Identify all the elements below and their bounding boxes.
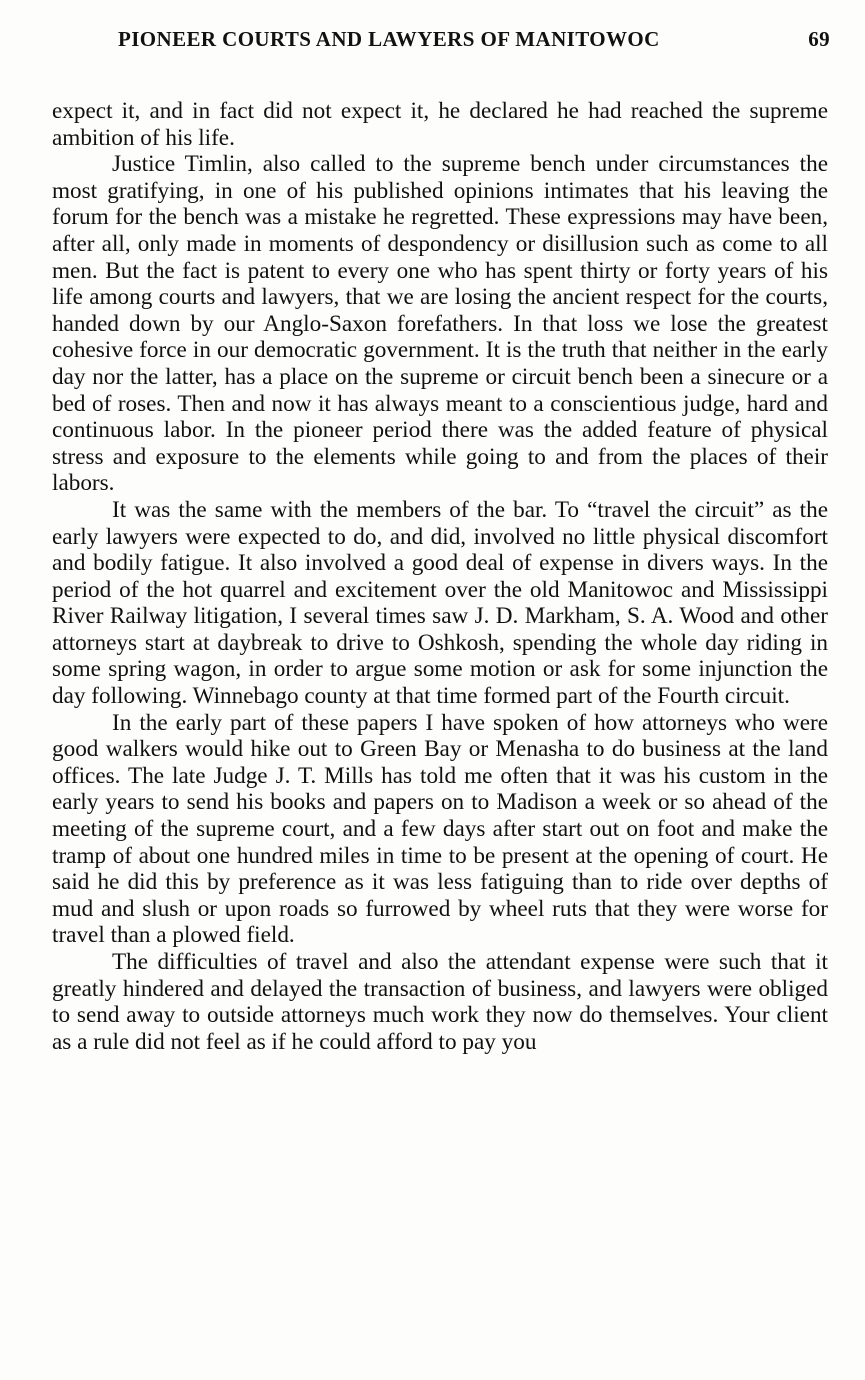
paragraph-good-walkers: In the early part of these papers I have spoken of how attorneys who were good walkers would hike out to Green Bay or Menasha to do business at the land offices. The late Judge J. T. Mills has told me often that it was his custom in the early years to send his books and papers on to Madison a week or so ahead of the meeting of the supreme court, and a few days after start out on foot and make the tramp of about one hundred miles in time to be present at the opening of court. He said he did this by preference as it was less fatiguing than to ride over depths of mud and slush or upon roads so furrowed by wheel ruts that they were worse for travel than a plowed field. [52, 709, 828, 949]
paragraph-justice-timlin: Justice Timlin, also called to the supreme bench under circumstances the most gratifying, in one of his published opinions intimates that his leaving the forum for the bench was a mistake he regretted. These expressions may have been, after all, only made in moments of despondency or disillusion such as come to all men. But the fact is patent to every one who has spent thirty or forty years of his life among courts and lawyers, that we are losing the ancient respect for the courts, handed down by our Anglo-Saxon forefathers. In that loss we lose the greatest cohesive force in our democratic government. It is the truth that neither in the early day nor the latter, has a place on the supreme or circuit bench been a sinecure or a bed of roses. Then and now it has always meant to a conscientious judge, hard and continuous labor. In the pioneer period there was the added feature of physical stress and exposure to the elements while going to and from the places of their labors. [52, 151, 828, 497]
page-number: 69 [808, 27, 830, 51]
paragraph-difficulties-of-travel: The difficulties of travel and also the attendant expense were such that it greatly hindered and delayed the transaction of business, and lawyers were obliged to send away to outside attorneys much work they now do themselves. Your client as a rule did not feel as if he could afford to pay you [52, 949, 828, 1055]
paragraph-members-of-bar: It was the same with the members of the bar. To “travel the circuit” as the early lawyers were expected to do, and did, involved no little physical discomfort and bodily fatigue. It also involved a good deal of expense in divers ways. In the period of the hot quarrel and excitement over the old Manitowoc and Mississippi River Railway litigation, I several times saw J. D. Markham, S. A. Wood and other attorneys start at daybreak to drive to Oshkosh, spending the whole day riding in some spring wagon, in order to argue some motion or ask for some injunction the day following. Winnebago county at that time formed part of the Fourth circuit. [52, 496, 828, 710]
paragraph-continued: expect it, and in fact did not expect it, he declared he had reached the supreme ambition of his life. [52, 98, 828, 151]
body-text [52, 98, 828, 1055]
running-title: PIONEER COURTS AND LAWYERS OF MANITOWOC [118, 27, 660, 51]
running-head [118, 27, 830, 53]
